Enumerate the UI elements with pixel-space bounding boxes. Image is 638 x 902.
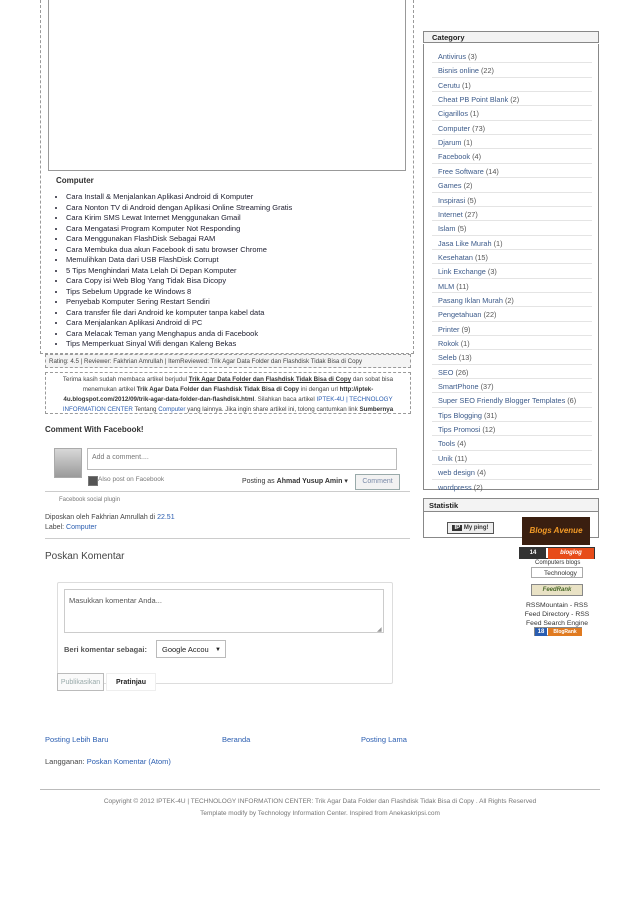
category-name: Printer: [438, 324, 460, 334]
facebook-comment-input[interactable]: Add a comment....: [87, 448, 397, 470]
category-name: Tips Promosi: [438, 425, 481, 435]
category-item[interactable]: [438, 282, 469, 291]
posting-as-label: Posting as: [242, 478, 275, 485]
category-separator: [432, 435, 592, 436]
category-count: (22): [483, 310, 497, 320]
related-link[interactable]: • Penyebab Komputer Sering Restart Sendiri: [66, 297, 426, 308]
category-separator: [432, 263, 592, 264]
thanks-text: Terima kasih sudah membaca artikel berjudul: [62, 376, 188, 383]
rating-bar: Rating: 4.5 | Reviewer: Fakhrian Amrullah | ItemReviewed: Trik Agar Data Folder dan Flashdisk Tidak Bisa di Copy: [45, 354, 411, 368]
category-count: (2): [510, 95, 520, 105]
post-labels: [45, 524, 97, 531]
category-name: Cheat PB Point Blank: [438, 95, 509, 105]
related-link[interactable]: • Cara Nonton TV di Android dengan Aplikasi Online Streaming Gratis: [66, 203, 426, 214]
footer: [40, 789, 600, 820]
posting-as: [242, 477, 348, 485]
thanks-text: yang lainnya. Jika ingin share artikel ini, tolong cantumkan link: [187, 406, 358, 413]
category-name: MLM: [438, 281, 455, 291]
category-count: (4): [476, 468, 486, 478]
category-name: Cigarillos: [438, 109, 469, 119]
user-name: Ahmad Yusup Amin: [276, 478, 343, 485]
category-separator: [432, 77, 592, 78]
category-name: Facebook: [438, 152, 471, 162]
resize-handle-icon[interactable]: ◢: [377, 627, 382, 633]
home-link[interactable]: Beranda: [222, 735, 251, 744]
feedrank-badge[interactable]: FeedRank: [531, 584, 583, 596]
related-link[interactable]: • Cara Menggunakan FlashDisk Sebagai RAM: [66, 234, 426, 245]
category-name: Tips Blogging: [438, 410, 482, 420]
category-separator: [432, 91, 592, 92]
category-item[interactable]: [438, 239, 503, 248]
also-post-checkbox[interactable]: [88, 476, 98, 486]
category-item[interactable]: [438, 81, 471, 90]
category-separator: [432, 450, 592, 451]
category-item[interactable]: [438, 267, 497, 276]
category-count: (4): [457, 439, 466, 449]
category-name: SEO: [438, 367, 454, 377]
category-separator: [432, 120, 592, 121]
category-item[interactable]: [438, 439, 466, 448]
bloglog-badge[interactable]: [519, 547, 595, 559]
rss-line: Feed Directory - RSS: [524, 611, 590, 618]
article-title-link[interactable]: Trik Agar Data Folder dan Flashdisk Tidak Bisa di Copy: [188, 376, 352, 383]
category-separator: [432, 134, 592, 135]
publish-button[interactable]: Publikasikan: [57, 673, 104, 691]
category-count: (22): [481, 66, 494, 76]
category-count: (3): [468, 52, 477, 61]
category-item[interactable]: [438, 124, 485, 133]
category-count: (9): [461, 324, 471, 334]
category-count: (1): [460, 339, 470, 348]
related-link[interactable]: • Tips Memperkuat Sinyal Wifi dengan Kaleng Bekas: [66, 339, 426, 350]
thanks-text: . Silahkan baca artikel: [254, 396, 315, 403]
facebook-comments-title: Comment With Facebook!: [45, 425, 144, 434]
category-item[interactable]: [438, 396, 576, 405]
category-name: Kesehatan: [438, 252, 473, 262]
category-item[interactable]: [438, 425, 495, 434]
comment-as-label: Beri komentar sebagai:: [64, 645, 147, 654]
category-item[interactable]: [438, 152, 481, 161]
category-item[interactable]: [438, 52, 477, 61]
subscribe-link[interactable]: Poskan Komentar (Atom): [86, 757, 171, 766]
category-name: Seleb: [438, 353, 457, 363]
category-separator: [432, 292, 592, 293]
category-count: (26): [455, 367, 469, 377]
category-name: Pasang Iklan Murah: [438, 295, 503, 305]
category-separator: [432, 278, 592, 279]
category-name: Internet: [438, 209, 463, 219]
category-separator: [432, 192, 592, 193]
category-title: Category: [423, 31, 599, 43]
comments-title: Poskan Komentar: [45, 551, 125, 562]
category-separator: [432, 378, 592, 379]
post-time-link[interactable]: 22.51: [157, 514, 175, 521]
category-item[interactable]: [438, 253, 488, 262]
facebook-comment-button[interactable]: Comment: [355, 474, 400, 490]
category-name: Bisnis online: [438, 66, 479, 76]
category-name: Pengetahuan: [438, 310, 482, 320]
divider: [45, 538, 410, 539]
related-link[interactable]: • Tips Sebelum Upgrade ke Windows 8: [66, 287, 426, 298]
category-item[interactable]: [438, 411, 497, 420]
thanks-text: dan sobat bisa menemukan artikel: [82, 376, 394, 393]
category-count: (11): [454, 453, 468, 463]
category-separator: [432, 421, 592, 422]
facebook-plugin-link[interactable]: Facebook social plugin: [59, 497, 121, 503]
older-posts-link[interactable]: Posting Lama: [361, 735, 407, 744]
ip-icon: IP: [454, 525, 461, 531]
category-count: (1): [463, 138, 473, 148]
label-link[interactable]: Computer: [158, 406, 186, 413]
category-count: (1): [461, 80, 471, 90]
category-separator: [432, 235, 592, 236]
thanks-text: Tentang: [134, 406, 157, 413]
embedded-content-box: [48, 0, 406, 171]
category-name: Antivirus: [438, 52, 466, 61]
category-count: (14): [485, 166, 499, 176]
category-item[interactable]: [438, 224, 466, 233]
bloglog-label: bloglog: [548, 548, 594, 559]
category-item[interactable]: [438, 382, 494, 391]
category-item[interactable]: [438, 167, 499, 176]
category-count: (5): [457, 224, 467, 234]
category-item[interactable]: [438, 138, 472, 147]
category-name: wordpress: [438, 482, 472, 492]
category-item[interactable]: [438, 339, 470, 348]
category-item[interactable]: [438, 196, 476, 205]
category-count: (12): [482, 425, 496, 435]
category-name: Games: [438, 181, 462, 191]
category-separator: [432, 321, 592, 322]
blogsavenue-badge[interactable]: Blogs Avenue: [522, 517, 590, 545]
comment-identity-select[interactable]: [156, 640, 226, 658]
copyright-text: Copyright © 2012 IPTEK-4U | TECHNOLOGY INFORMATION CENTER: Trik Agar Data Folder dan Flashdisk Tidak Bisa di Copy . All Rights Reserved: [103, 798, 537, 805]
article-url: http://iptek-4u.blogspot.com/2012/09/trik-agar-data-folder-dan-flashdisk.html: [63, 386, 374, 403]
category-separator: [432, 105, 592, 106]
post-meta: [45, 514, 175, 521]
related-link[interactable]: • Cara Kirim SMS Lewat Internet Menggunakan Gmail: [66, 213, 426, 224]
category-separator: [432, 62, 592, 63]
chevron-down-icon: ▼: [215, 647, 221, 653]
category-name: Inspirasi: [438, 195, 466, 205]
category-count: (13): [458, 353, 472, 363]
related-link[interactable]: • 5 Tips Menghindari Mata Lelah Di Depan Komputer: [66, 266, 426, 277]
category-item[interactable]: [438, 210, 478, 219]
category-item[interactable]: [438, 66, 494, 75]
myping-label: My ping!: [463, 525, 489, 531]
category-item[interactable]: [438, 368, 468, 377]
rssmountain-link[interactable]: [512, 601, 602, 628]
category-name: Djarum: [438, 138, 462, 148]
category-list: [423, 44, 599, 490]
rss-line: Feed Search Engine: [526, 620, 588, 627]
chevron-down-icon[interactable]: ▾: [344, 478, 348, 485]
category-separator: [432, 464, 592, 465]
myping-badge[interactable]: [447, 522, 494, 534]
category-count: (5): [467, 195, 477, 205]
related-link[interactable]: • Cara Menjalankan Aplikasi Android di PC: [66, 318, 426, 329]
category-count: (31): [483, 410, 497, 420]
category-name: Islam: [438, 224, 456, 234]
rss-line: RSSMountain - RSS: [526, 602, 588, 609]
site-link[interactable]: IPTEK-4U | TECHNOLOGY INFORMATION CENTER: [62, 396, 393, 413]
category-separator: [432, 177, 592, 178]
category-separator: [432, 148, 592, 149]
article-title-text: Trik Agar Data Folder dan Flashdisk Tidak Bisa di Copy: [136, 386, 299, 393]
category-separator: [432, 335, 592, 336]
category-separator: [432, 220, 592, 221]
related-link[interactable]: • Memulihkan Data dari USB FlashDisk Corrupt: [66, 255, 426, 266]
statistik-title: Statistik: [423, 498, 599, 512]
category-count: (1): [493, 238, 503, 248]
category-separator: [432, 479, 592, 480]
computers-blogs-text[interactable]: Computers blogs: [535, 560, 581, 566]
related-links-list: [38, 192, 426, 350]
posted-by: Diposkan oleh Fakhrian Amrullah di: [45, 514, 156, 521]
category-separator: [432, 163, 592, 164]
category-separator: [432, 407, 592, 408]
category-name: Tools: [438, 439, 456, 449]
blogrank-badge[interactable]: [534, 627, 582, 636]
category-separator: [432, 206, 592, 207]
category-count: (2): [473, 482, 483, 492]
category-item[interactable]: [438, 454, 467, 463]
credit-text: Template modify by Technology Information Center. Inspired from Anekaskripsi.com: [200, 810, 440, 817]
related-link[interactable]: • Cara Install & Menjalankan Aplikasi Android di Komputer: [66, 192, 426, 203]
newer-posts-link[interactable]: Posting Lebih Baru: [45, 735, 109, 744]
category-item[interactable]: [438, 296, 514, 305]
blogrank-label: BlogRank: [548, 628, 582, 636]
category-count: (4): [472, 152, 481, 162]
related-link[interactable]: • Cara Mengatasi Program Komputer Not Responding: [66, 224, 426, 235]
category-item[interactable]: [438, 325, 470, 334]
related-link[interactable]: • Cara transfer file dari Android ke komputer tanpa kabel data: [66, 308, 426, 319]
category-item[interactable]: [438, 109, 479, 118]
category-name: Cerutu: [438, 80, 460, 90]
category-name: Super SEO Friendly Blogger Templates: [438, 396, 566, 406]
related-link[interactable]: • Cara Copy isi Web Blog Yang Tidak Bisa Dicopy: [66, 276, 426, 287]
label-prefix: Label:: [45, 524, 65, 531]
category-separator: [432, 349, 592, 350]
related-section-title: Computer: [56, 176, 94, 185]
related-link[interactable]: • Cara Membuka dua akun Facebook di satu browser Chrome: [66, 245, 426, 256]
preview-button[interactable]: Pratinjau: [106, 673, 156, 691]
category-separator: [432, 306, 592, 307]
category-separator: [432, 249, 592, 250]
related-link[interactable]: • Cara Melacak Teman yang Menghapus anda di Facebook: [66, 329, 426, 340]
category-name: SmartPhone: [438, 382, 479, 392]
category-count: (15): [474, 252, 488, 262]
category-item[interactable]: [438, 468, 486, 477]
blogrank-count: 18: [535, 628, 547, 636]
category-name: Free Software: [438, 166, 484, 176]
category-item[interactable]: [438, 353, 472, 362]
category-item[interactable]: [438, 483, 483, 492]
category-count: (3): [487, 267, 497, 277]
category-separator: [432, 392, 592, 393]
category-name: Link Exchange: [438, 267, 486, 277]
category-item[interactable]: [438, 181, 472, 190]
bloglog-count: 14: [520, 548, 546, 559]
category-name: Rokok: [438, 339, 459, 348]
category-count: (2): [504, 295, 514, 305]
category-name: Unik: [438, 453, 453, 463]
avatar: [54, 448, 82, 478]
technology-badge[interactable]: Technology: [531, 567, 583, 578]
category-count: (6): [567, 396, 577, 406]
also-post-label: Also post on Facebook: [98, 476, 165, 483]
category-name: Computer: [438, 123, 471, 133]
label-link[interactable]: Computer: [66, 524, 97, 531]
category-count: (1): [470, 109, 479, 119]
category-separator: [432, 364, 592, 365]
category-count: (37): [480, 382, 494, 392]
thanks-text: ini dengan url: [300, 386, 338, 393]
subscribe-label: Langganan:: [45, 757, 85, 766]
select-value: Google Accou: [162, 645, 209, 654]
category-item[interactable]: [438, 95, 519, 104]
category-name: web design: [438, 468, 475, 478]
category-count: (27): [464, 209, 478, 219]
category-count: (11): [456, 281, 469, 291]
source-text: Sumbernya: [359, 406, 394, 413]
comment-textarea[interactable]: Masukkan komentar Anda...: [64, 589, 384, 633]
subscribe-row: [45, 757, 171, 766]
thanks-box: [45, 372, 411, 414]
category-count: (2): [463, 181, 473, 191]
category-name: Jasa Like Murah: [438, 238, 492, 248]
category-count: (73): [472, 123, 486, 133]
category-item[interactable]: [438, 310, 496, 319]
